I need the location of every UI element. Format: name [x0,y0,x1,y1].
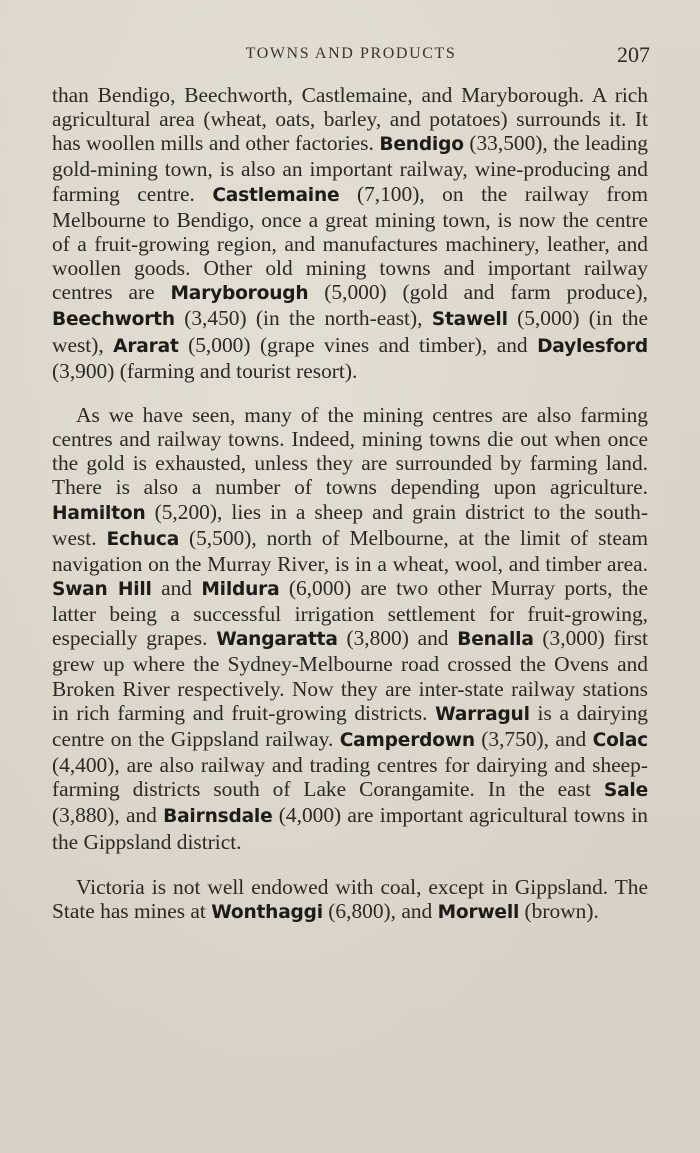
running-head: TOWNS AND PRODUCTS [245,45,457,62]
text-run: (6,800), and [322,898,438,923]
paragraph-1 [52,83,648,383]
place-name: Camperdown [339,729,475,751]
place-name: Colac [592,729,649,751]
text-run: (3,000) first grew up where the Sydney-Melbourne road crossed the Ovens and Broken River respectively. Now they are inter-state railway stations in rich farming and fruit-growing districts. [52,626,649,725]
page-number: 207 [617,42,650,67]
place-name: Wangaratta [216,629,338,651]
text-run: (3,750), and [474,726,593,751]
text-run: (6,000) are two other Murray ports, the latter being a successful irrigation settlement for fruit-growing, especially grapes. [52,575,648,651]
paragraph-3 [52,875,648,925]
place-name: Bairnsdale [163,806,273,828]
text-run: (3,900) (farming and tourist resort). [52,358,358,383]
page-header [52,42,650,68]
text-run: (5,500), north of Melbourne, at the limit of steam navigation on the Murray River, is in a wheat, wool, and timber area. [52,525,648,576]
text-run: Victoria is not well endowed with coal, except in Gippsland. The State has mines at [52,874,648,923]
place-name: Stawell [431,309,508,331]
place-name: Beechworth [52,309,175,331]
text-run: (5,000) (in the west), [52,306,649,357]
place-name: Wonthaggi [211,901,323,923]
place-name: Daylesford [537,335,648,357]
place-name: Morwell [437,901,520,923]
place-name: Benalla [457,629,534,651]
text-run: and [151,575,202,600]
text-run: than Bendigo, Beechworth, Castlemaine, and Maryborough. A rich agricultural area (wheat, oats, barley, and potatoes) surrounds it. It has woollen mills and other factories. [52,83,648,156]
text-run: is a dairying centre on the Gippsland railway. [52,700,649,751]
text-run: (brown). [519,898,599,923]
body-text [52,83,648,925]
text-run: (5,200), lies in a sheep and grain district to the south-west. [52,499,648,550]
text-run: (4,000) are important agricultural towns in the Gippsland district. [52,803,648,854]
place-name: Mildura [201,578,280,600]
text-run: (3,880), and [52,803,164,828]
text-run: (5,000) (grape vines and timber), and [178,332,538,357]
place-name: Sale [603,780,648,802]
place-name: Warragul [435,703,530,725]
place-name: Bendigo [379,134,464,156]
text-run: (4,400), are also railway and trading centres for dairying and sheep-farming districts south of Lake Corangamite. In the east [52,753,648,802]
place-name: Swan Hill [52,578,152,600]
text-run: (33,500), the leading gold-mining town, is also an important railway, wine-producing and farming centre. [52,131,648,206]
place-name: Ararat [113,335,179,357]
place-name: Castlemaine [212,184,340,206]
place-name: Echuca [106,528,180,550]
place-name: Hamilton [52,502,146,524]
text-run: (7,100), on the railway from Melbourne to Bendigo, once a great mining town, is now the centre of a fruit-growing region, and manufactures machinery, leather, and woollen goods. Other old mining towns and important railway centres are [52,181,648,305]
place-name: Maryborough [170,283,309,305]
text-run: (3,450) (in the north-east), [174,306,432,331]
text-run: (3,800) and [337,626,458,651]
paragraph-2 [52,403,648,854]
text-run: (5,000) (gold and farm produce), [308,280,648,305]
text-run: As we have seen, many of the mining centres are also farming centres and railway towns. Indeed, mining towns die out when once the gold is exhausted, unless they are surrounded by farming land. There is also a number of towns depending upon agriculture. [52,402,648,500]
